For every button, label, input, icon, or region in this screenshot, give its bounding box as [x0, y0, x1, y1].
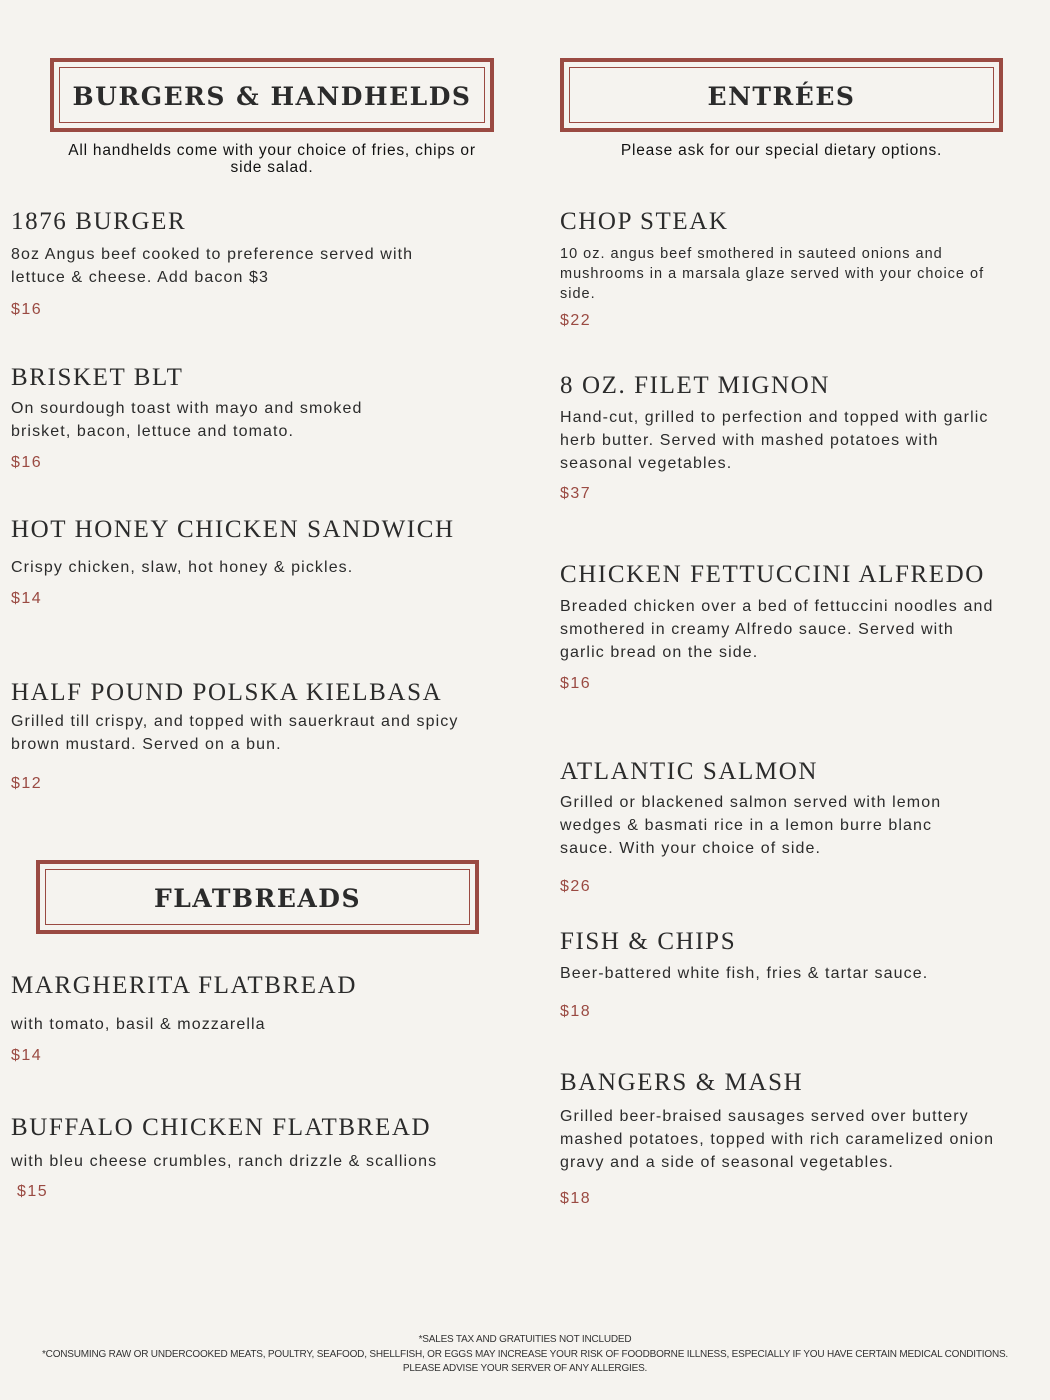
footer-tax-note: *SALES TAX AND GRATUITIES NOT INCLUDED: [418, 1334, 632, 1345]
burgers-section-note: All handhelds come with your choice of fries, chips or side salad.: [68, 142, 476, 176]
item-price: $18: [560, 1190, 592, 1207]
item-description: with tomato, basil & mozzarella: [11, 1016, 266, 1033]
item-price: $15: [17, 1183, 49, 1200]
item-description: Beer-battered white fish, fries & tartar sauce.: [560, 965, 929, 982]
item-name: ATLANTIC SALMON: [560, 758, 819, 785]
item-name: HOT HONEY CHICKEN SANDWICH: [11, 516, 455, 543]
footer-allergy-note: PLEASE ADVISE YOUR SERVER OF ANY ALLERGIES.: [402, 1363, 648, 1374]
item-description: Grilled till crispy, and topped with sauerkraut and spicy brown mustard. Served on a bun.: [11, 713, 459, 753]
flatbreads-section-title: FLATBREADS: [153, 884, 362, 913]
item-name: CHICKEN FETTUCCINI ALFREDO: [560, 561, 985, 588]
item-price: $14: [11, 590, 43, 607]
item-price: $18: [560, 1003, 592, 1020]
item-description: Hand-cut, grilled to perfection and topped with garlic herb butter. Served with mashed potatoes with seasonal vegetables.: [560, 409, 989, 472]
item-price: $22: [560, 312, 592, 329]
item-name: BANGERS & MASH: [560, 1069, 804, 1096]
item-price: $12: [11, 775, 43, 792]
entrees-section-title: ENTRÉES: [707, 82, 856, 111]
item-price: $16: [11, 454, 43, 471]
item-price: $16: [560, 675, 592, 692]
item-description: 8oz Angus beef cooked to preference served with lettuce & cheese. Add bacon $3: [11, 246, 414, 286]
item-description: Crispy chicken, slaw, hot honey & pickles.: [11, 559, 354, 576]
item-name: FISH & CHIPS: [560, 928, 737, 955]
footer-foodborne-warning: *CONSUMING RAW OR UNDERCOOKED MEATS, POULTRY, SEAFOOD, SHELLFISH, OR EGGS MAY INCREASE YOUR RISK OF FOODBORNE ILLNESS, ESPECIALLY IF YOU HAVE CERTAIN MEDICAL CONDITIONS.: [41, 1349, 1009, 1360]
item-price: $26: [560, 878, 592, 895]
item-description: On sourdough toast with mayo and smoked brisket, bacon, lettuce and tomato.: [11, 400, 363, 440]
burgers-section-header: [50, 58, 494, 132]
entrees-section-header: [560, 58, 1003, 132]
item-name: HALF POUND POLSKA KIELBASA: [11, 679, 443, 706]
item-description: Breaded chicken over a bed of fettuccini noodles and smothered in creamy Alfredo sauce. Served with garlic bread on the side.: [560, 598, 994, 661]
item-description: Grilled or blackened salmon served with lemon wedges & basmati rice in a lemon burre blanc sauce. With your choice of side.: [560, 794, 942, 857]
item-price: $16: [11, 301, 43, 318]
item-name: 8 OZ. FILET MIGNON: [560, 372, 830, 399]
item-name: 1876 BURGER: [11, 208, 187, 235]
item-name: CHOP STEAK: [560, 208, 729, 235]
flatbreads-section-header: [36, 860, 479, 934]
item-description: with bleu cheese crumbles, ranch drizzle & scallions: [11, 1153, 438, 1170]
item-name: BRISKET BLT: [11, 364, 184, 391]
item-name: MARGHERITA FLATBREAD: [11, 972, 357, 999]
item-description: 10 oz. angus beef smothered in sauteed onions and mushrooms in a marsala glaze served with your choice of side.: [560, 246, 985, 302]
entrees-section-note: Please ask for our special dietary options.: [620, 142, 943, 159]
burgers-section-title: BURGERS & HANDHELDS: [72, 82, 472, 111]
item-description: Grilled beer-braised sausages served over buttery mashed potatoes, topped with rich caramelized onion gravy and a side of seasonal vegetables.: [560, 1108, 995, 1171]
item-price: $14: [11, 1047, 43, 1064]
item-price: $37: [560, 485, 592, 502]
item-name: BUFFALO CHICKEN FLATBREAD: [11, 1114, 432, 1141]
